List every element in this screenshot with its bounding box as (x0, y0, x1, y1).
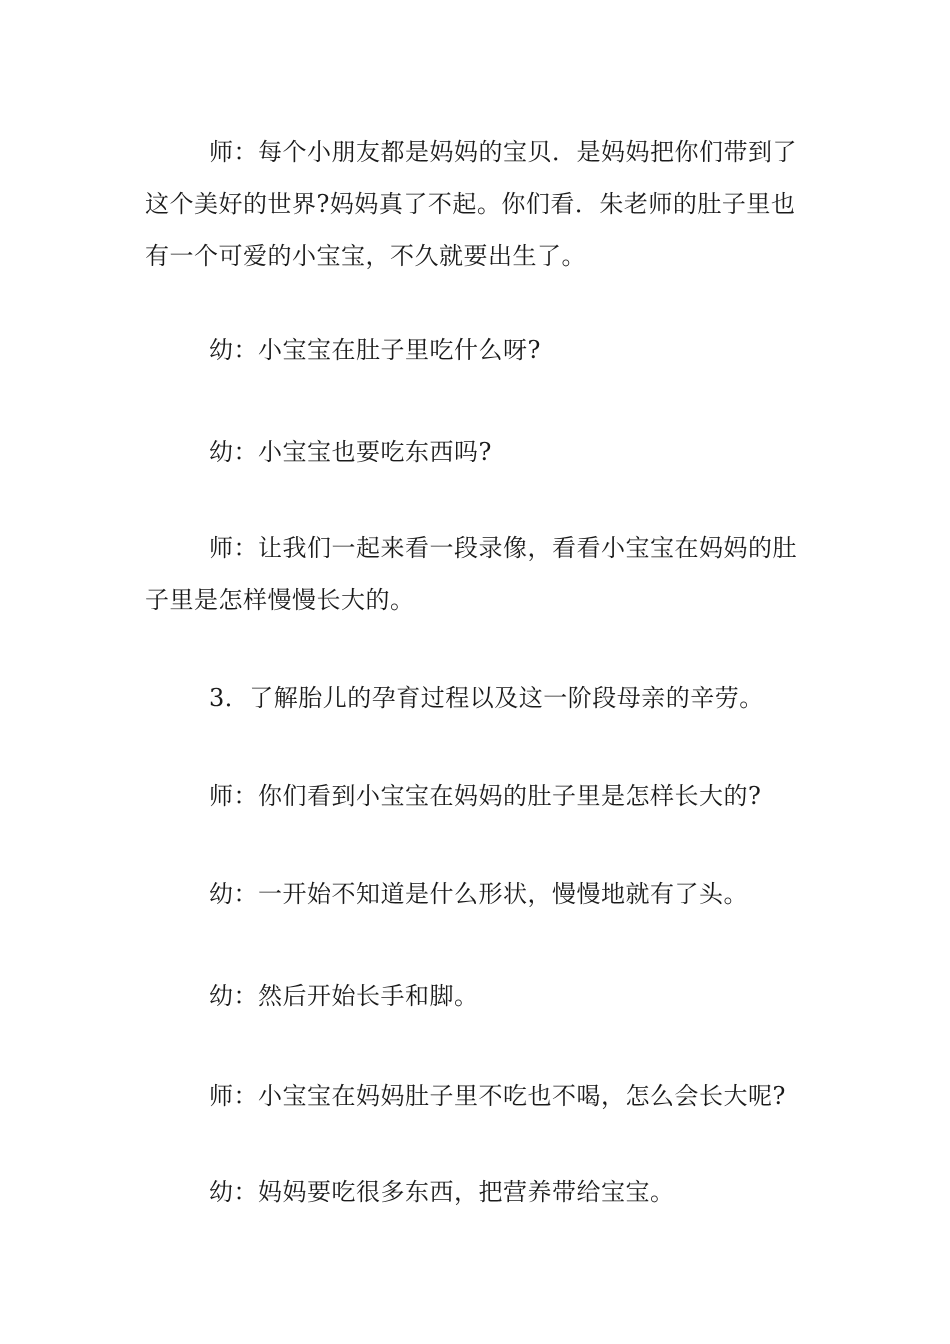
paragraph-child-answer-3: 幼：妈妈要吃很多东西，把营养带给宝宝。 (209, 1178, 675, 1206)
paragraph-child-answer-2: 幼：然后开始长手和脚。 (209, 982, 479, 1010)
paragraph-teacher-video: 师：让我们一起来看一段录像，看看小宝宝在妈妈的肚子里是怎样慢慢长大的。 (145, 534, 797, 614)
paragraph-teacher-question: 师：你们看到小宝宝在妈妈的肚子里是怎样长大的? (209, 782, 762, 810)
paragraph-teacher-intro: 师：每个小朋友都是妈妈的宝贝．是妈妈把你们带到了这个美好的世界?妈妈真了不起。你们看．朱老师的肚子里也有一个可爱的小宝宝，不久就要出生了。 (145, 138, 797, 270)
paragraph-teacher-question-2: 师：小宝宝在妈妈肚子里不吃也不喝，怎么会长大呢? (209, 1082, 786, 1110)
paragraph-section-3: 3．了解胎儿的孕育过程以及这一阶段母亲的辛劳。 (209, 684, 764, 712)
paragraph-child-question-1: 幼：小宝宝在肚子里吃什么呀? (209, 336, 541, 364)
paragraph-child-answer-1: 幼：一开始不知道是什么形状，慢慢地就有了头。 (209, 880, 748, 908)
paragraph-child-question-2: 幼：小宝宝也要吃东西吗? (209, 438, 492, 466)
